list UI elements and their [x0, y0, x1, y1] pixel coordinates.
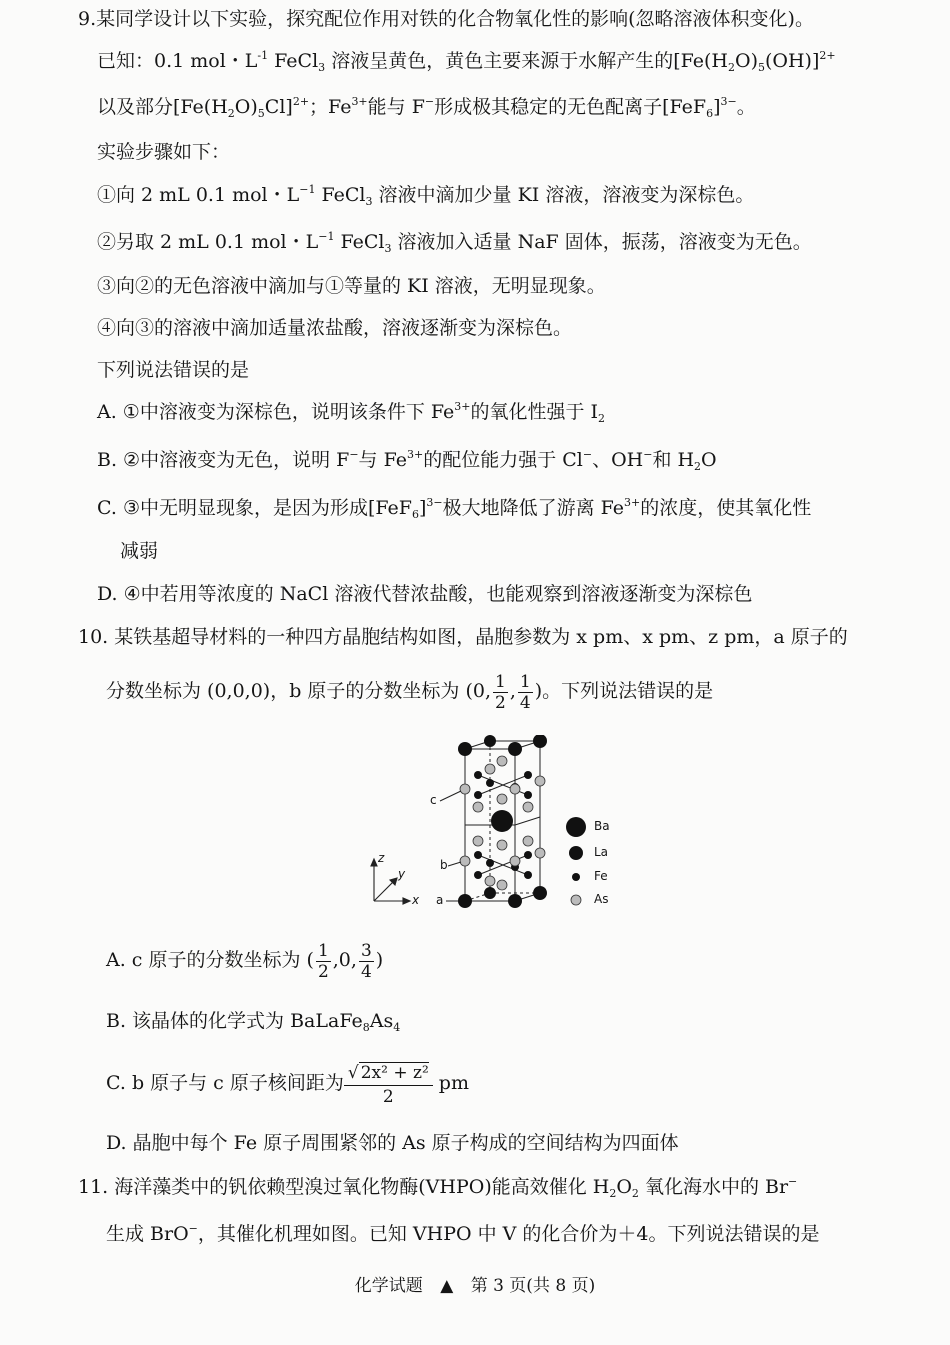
q10-stem-line2: 分数坐标为 (0,0,0)，b 原子的分数坐标为 (0, $\frac{1}{2}$ , $\frac{1}{4}$ )。下列说法错误的是 — [106, 671, 714, 713]
q10-option-d: D. 晶胞中每个 Fe 原子周围紧邻的 As 原子构成的空间结构为四面体 — [106, 1132, 679, 1154]
fraction: $\frac{1}{2}$ — [495, 671, 506, 713]
q10-stem-line1: 10. 某铁基超导材料的一种四方晶胞结构如图，晶胞参数为 x pm、x pm、z pm，a 原子的 — [78, 626, 848, 648]
distance-fraction: $\frac{\text{√ 2x² + z²}}{2}$ — [344, 1061, 433, 1108]
legend-la: La — [594, 845, 609, 859]
q9-step-1: ①向 2 mL 0.1 mol・$L^{-1}$ FeCl$_3$ 溶液中滴加少量 KI 溶液，溶液变为深棕色。 — [97, 183, 755, 208]
q10-option-c: C. b 原子与 c 原子核间距为 $\frac{\text{√ 2x² + z²}}{2}$ pm — [106, 1062, 469, 1107]
q9-known-line1: 已知：0.1 mol・$L^{-1}$ FeCl$_3$ 溶液呈黄色，黄色主要来源于水解产生的$[Fe(H_2O)_5(OH)]^{2+}$ — [97, 49, 836, 74]
footer-page-number: 第 3 页(共 8 页) — [470, 1276, 596, 1296]
q9-step-4: ④向③的溶液中滴加适量浓盐酸，溶液逐渐变为深棕色。 — [97, 317, 573, 339]
q9-stem: 9.某同学设计以下实验，探究配位作用对铁的化合物氧化性的影响(忽略溶液体积变化)。 — [78, 8, 814, 30]
legend-fe: Fe — [594, 869, 608, 883]
q9-option-c-continued: 减弱 — [120, 540, 159, 562]
fraction: $\frac{3}{4}$ — [360, 940, 372, 982]
q10-option-b: B. 该晶体的化学式为 $BaLaFe_8As_4$ — [106, 1010, 401, 1034]
fraction: $\frac{1}{4}$ — [519, 671, 531, 713]
q11-stem-line2: 生成 BrO−，其催化机理如图。已知 VHPO 中 V 的化合价为＋4。下列说法错误的是 — [106, 1222, 820, 1245]
q9-ask: 下列说法错误的是 — [97, 359, 250, 381]
legend-ba: Ba — [594, 819, 610, 833]
label-b: b — [440, 858, 448, 872]
label-a: a — [436, 893, 444, 907]
q11-stem-line1: 11. 海洋藻类中的钒依赖型溴过氧化物酶(VHPO)能高效催化 $H_2O_2$ 氧化海水中的 Br− — [78, 1175, 798, 1200]
footer-subject: 化学试题 — [354, 1276, 423, 1296]
q9-option-b: B. ②中溶液变为无色，说明 F−与 $Fe^{3+}$的配位能力强于 Cl−、OH−和 $H_2O$ — [97, 448, 717, 473]
triangle-icon: ▲ — [440, 1276, 454, 1296]
fraction: $\frac{1}{2}$ — [317, 940, 329, 982]
page-footer — [0, 1271, 950, 1296]
axis-y-label: y — [398, 867, 406, 881]
unit-cell-diagram — [360, 735, 630, 920]
legend-as: As — [594, 892, 609, 906]
axis-x-label: x — [412, 893, 420, 907]
axis-z-label: z — [378, 851, 385, 865]
q9-option-a: A. ①中溶液变为深棕色，说明该条件下 $Fe^{3+}$的氧化性强于 $I_2$ — [97, 400, 606, 425]
q9-known-line2: 以及部分$[Fe(H_2O)_5Cl]^{2+}$；$Fe^{3+}$能与 F−形成极其稳定的无色配离子$[FeF_6]^{3-}$。 — [97, 95, 756, 120]
crystal-cell-figure — [360, 735, 630, 920]
q9-steps-title: 实验步骤如下： — [97, 141, 231, 163]
q9-step-2: ②另取 2 mL 0.1 mol・$L^{-1}$ FeCl$_3$ 溶液加入适量 NaF 固体，振荡，溶液变为无色。 — [97, 230, 812, 255]
label-c: c — [430, 793, 437, 807]
q9-step-3: ③向②的无色溶液中滴加与①等量的 KI 溶液，无明显现象。 — [97, 275, 606, 297]
q9-option-d: D. ④中若用等浓度的 NaCl 溶液代替浓盐酸，也能观察到溶液逐渐变为深棕色 — [97, 583, 753, 605]
q9-option-c: C. ③中无明显现象，是因为形成$[FeF_6]^{3-}$极大地降低了游离 $Fe^{3+}$的浓度，使其氧化性 — [97, 496, 812, 521]
q10-option-a: A. c 原子的分数坐标为 ( $\frac{1}{2}$ ,0, $\frac{3}{4}$ ) — [106, 940, 384, 982]
